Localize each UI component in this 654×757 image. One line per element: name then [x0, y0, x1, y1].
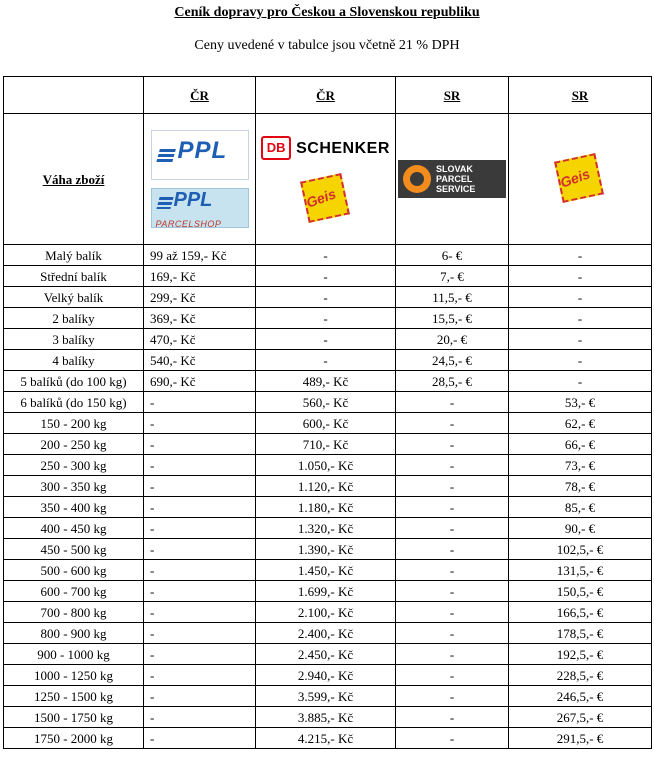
ppl-price-cell: - [144, 476, 256, 497]
table-row [4, 707, 652, 728]
ppl-price-cell: - [144, 455, 256, 476]
header-col-cr-schenker: ČR [256, 77, 396, 114]
table-row [4, 392, 652, 413]
geis-price-cell: - [509, 329, 652, 350]
weight-label-cell [4, 114, 144, 245]
table-row [4, 560, 652, 581]
table-row [4, 371, 652, 392]
sps-price-cell: - [396, 413, 509, 434]
table-row [4, 581, 652, 602]
schenker-price-cell: 3.599,- Kč [256, 686, 396, 707]
sps-price-cell: - [396, 455, 509, 476]
table-row [4, 455, 652, 476]
schenker-price-cell: - [256, 350, 396, 371]
geis-price-cell: - [509, 308, 652, 329]
geis-price-cell: 53,- € [509, 392, 652, 413]
schenker-price-cell: 1.050,- Kč [256, 455, 396, 476]
logo-row [4, 114, 652, 245]
sps-price-cell: - [396, 644, 509, 665]
ppl-price-cell: - [144, 602, 256, 623]
ppl-price-cell: 690,- Kč [144, 371, 256, 392]
geis-price-cell: 228,5,- € [509, 665, 652, 686]
schenker-price-cell: 489,- Kč [256, 371, 396, 392]
ppl-price-cell: 299,- Kč [144, 287, 256, 308]
weight-cell: 6 balíků (do 150 kg) [4, 392, 144, 413]
ppl-price-cell: 169,- Kč [144, 266, 256, 287]
weight-cell: 3 balíky [4, 329, 144, 350]
table-row [4, 665, 652, 686]
geis-price-cell: 291,5,- € [509, 728, 652, 749]
price-rows [4, 245, 652, 749]
header-col-cr-ppl: ČR [144, 77, 256, 114]
weight-cell: 700 - 800 kg [4, 602, 144, 623]
schenker-price-cell: - [256, 287, 396, 308]
table-row [4, 434, 652, 455]
ppl-parcelshop-logo [151, 188, 249, 228]
ppl-price-cell: - [144, 434, 256, 455]
sps-price-cell: 11,5,- € [396, 287, 509, 308]
sps-price-cell: - [396, 686, 509, 707]
header-col-sr-geis: SR [509, 77, 652, 114]
geis-price-cell: - [509, 287, 652, 308]
geis-price-cell: 150,5,- € [509, 581, 652, 602]
weight-cell: 1500 - 1750 kg [4, 707, 144, 728]
geis-price-cell: 178,5,- € [509, 623, 652, 644]
geis-price-cell: 102,5,- € [509, 539, 652, 560]
ppl-stripes-icon [156, 149, 176, 163]
logo-cell-ppl [144, 114, 256, 245]
ppl-price-cell: - [144, 707, 256, 728]
sps-price-cell: - [396, 476, 509, 497]
sps-price-cell: 24,5,- € [396, 350, 509, 371]
ppl-price-cell: - [144, 686, 256, 707]
geis-sr-logo-text: Geis [558, 165, 593, 191]
weight-cell: Malý balík [4, 245, 144, 266]
sps-price-cell: - [396, 728, 509, 749]
geis-price-cell: 78,- € [509, 476, 652, 497]
sps-price-cell: 7,- € [396, 266, 509, 287]
ppl-logo [151, 130, 249, 180]
table-row [4, 329, 652, 350]
sps-circle-icon [403, 165, 431, 193]
weight-cell: 150 - 200 kg [4, 413, 144, 434]
schenker-price-cell: 1.390,- Kč [256, 539, 396, 560]
sps-text-line3: SERVICE [436, 184, 476, 194]
schenker-price-cell: 1.699,- Kč [256, 581, 396, 602]
sps-price-cell: - [396, 602, 509, 623]
ppl-parcelshop-logo-text: PPL [173, 189, 213, 211]
sps-price-cell: 20,- € [396, 329, 509, 350]
ppl-price-cell: - [144, 728, 256, 749]
sps-price-cell: - [396, 665, 509, 686]
geis-price-cell: 66,- € [509, 434, 652, 455]
geis-price-cell: 85,- € [509, 497, 652, 518]
weight-cell: 400 - 450 kg [4, 518, 144, 539]
schenker-price-cell: 2.400,- Kč [256, 623, 396, 644]
schenker-price-cell: 4.215,- Kč [256, 728, 396, 749]
weight-cell: 450 - 500 kg [4, 539, 144, 560]
schenker-price-cell: - [256, 308, 396, 329]
sps-price-cell: - [396, 623, 509, 644]
page-title: Ceník dopravy pro Českou a Slovenskou republiku [174, 5, 480, 20]
table-row [4, 644, 652, 665]
sps-price-cell: 15,5,- € [396, 308, 509, 329]
ppl-price-cell: - [144, 518, 256, 539]
ppl-price-cell: - [144, 392, 256, 413]
geis-logo [298, 173, 354, 225]
schenker-price-cell: 2.450,- Kč [256, 644, 396, 665]
schenker-price-cell: 3.885,- Kč [256, 707, 396, 728]
geis-price-cell: 131,5,- € [509, 560, 652, 581]
ppl-price-cell: 540,- Kč [144, 350, 256, 371]
weight-label: Váha zboží [42, 171, 105, 187]
geis-price-cell: - [509, 245, 652, 266]
weight-cell: Velký balík [4, 287, 144, 308]
table-row [4, 413, 652, 434]
schenker-price-cell: 1.180,- Kč [256, 497, 396, 518]
ppl-price-cell: - [144, 623, 256, 644]
sps-price-cell: - [396, 560, 509, 581]
geis-logo-text: Geis [303, 185, 338, 211]
sps-price-cell: - [396, 497, 509, 518]
table-row [4, 539, 652, 560]
table-row [4, 518, 652, 539]
schenker-price-cell: 710,- Kč [256, 434, 396, 455]
weight-cell: 350 - 400 kg [4, 497, 144, 518]
sps-price-cell: - [396, 707, 509, 728]
weight-cell: Střední balík [4, 266, 144, 287]
parcelshop-text: PARCELSHOP [155, 219, 222, 229]
ppl-price-cell: 369,- Kč [144, 308, 256, 329]
weight-cell: 600 - 700 kg [4, 581, 144, 602]
sps-price-cell: - [396, 392, 509, 413]
sps-price-cell: - [396, 581, 509, 602]
header-col-sr-sps: SR [396, 77, 509, 114]
geis-price-cell: 73,- € [509, 455, 652, 476]
sps-price-cell: - [396, 434, 509, 455]
table-row [4, 266, 652, 287]
geis-price-cell: 166,5,- € [509, 602, 652, 623]
weight-cell: 500 - 600 kg [4, 560, 144, 581]
schenker-price-cell: 600,- Kč [256, 413, 396, 434]
schenker-price-cell: - [256, 266, 396, 287]
table-row [4, 245, 652, 266]
ppl-price-cell: - [144, 644, 256, 665]
table-row [4, 686, 652, 707]
weight-cell: 300 - 350 kg [4, 476, 144, 497]
weight-cell: 200 - 250 kg [4, 434, 144, 455]
table-row [4, 602, 652, 623]
ppl-logo-text: PPL [177, 137, 228, 164]
sps-text-line2: PARCEL [436, 174, 473, 184]
header-empty [4, 77, 144, 114]
table-row [4, 476, 652, 497]
slovak-parcel-service-logo [398, 160, 506, 198]
schenker-price-cell: - [256, 329, 396, 350]
weight-cell: 250 - 300 kg [4, 455, 144, 476]
weight-cell: 2 balíky [4, 308, 144, 329]
weight-cell: 4 balíky [4, 350, 144, 371]
geis-logo-sr [552, 153, 608, 205]
table-row [4, 497, 652, 518]
table-row [4, 728, 652, 749]
db-logo-box: DB [261, 136, 291, 160]
sps-price-cell: 6- € [396, 245, 509, 266]
ppl-price-cell: - [144, 413, 256, 434]
ppl-price-cell: - [144, 560, 256, 581]
ppl-parcelshop-stripes-icon [156, 197, 173, 209]
geis-price-cell: - [509, 371, 652, 392]
schenker-price-cell: - [256, 245, 396, 266]
price-table [3, 76, 652, 749]
schenker-price-cell: 2.100,- Kč [256, 602, 396, 623]
weight-cell: 1000 - 1250 kg [4, 665, 144, 686]
sps-price-cell: - [396, 518, 509, 539]
logo-cell-schenker [256, 114, 396, 245]
logo-cell-geis-sr [509, 114, 652, 245]
geis-price-cell: 90,- € [509, 518, 652, 539]
schenker-price-cell: 1.450,- Kč [256, 560, 396, 581]
geis-price-cell: 192,5,- € [509, 644, 652, 665]
sps-price-cell: - [396, 539, 509, 560]
geis-price-cell: 246,5,- € [509, 686, 652, 707]
sps-price-cell: 28,5,- € [396, 371, 509, 392]
table-row [4, 350, 652, 371]
schenker-logo-text: SCHENKER [296, 139, 390, 157]
ppl-price-cell: 470,- Kč [144, 329, 256, 350]
header-row [4, 77, 652, 114]
ppl-price-cell: - [144, 539, 256, 560]
sps-text-line1: SLOVAK [436, 164, 473, 174]
ppl-price-cell: - [144, 665, 256, 686]
weight-cell: 1250 - 1500 kg [4, 686, 144, 707]
schenker-price-cell: 1.120,- Kč [256, 476, 396, 497]
weight-cell: 900 - 1000 kg [4, 644, 144, 665]
ppl-price-cell: 99 až 159,- Kč [144, 245, 256, 266]
geis-price-cell: - [509, 350, 652, 371]
table-row [4, 623, 652, 644]
schenker-price-cell: 2.940,- Kč [256, 665, 396, 686]
geis-price-cell: 62,- € [509, 413, 652, 434]
ppl-price-cell: - [144, 497, 256, 518]
page-subtitle: Ceny uvedené v tabulce jsou včetně 21 % DPH [194, 38, 460, 53]
ppl-price-cell: - [144, 581, 256, 602]
schenker-price-cell: 1.320,- Kč [256, 518, 396, 539]
geis-price-cell: 267,5,- € [509, 707, 652, 728]
weight-cell: 800 - 900 kg [4, 623, 144, 644]
geis-price-cell: - [509, 266, 652, 287]
table-row [4, 308, 652, 329]
table-row [4, 287, 652, 308]
weight-cell: 1750 - 2000 kg [4, 728, 144, 749]
db-schenker-logo [256, 133, 395, 163]
weight-cell: 5 balíků (do 100 kg) [4, 371, 144, 392]
schenker-price-cell: 560,- Kč [256, 392, 396, 413]
logo-cell-sps [396, 114, 509, 245]
